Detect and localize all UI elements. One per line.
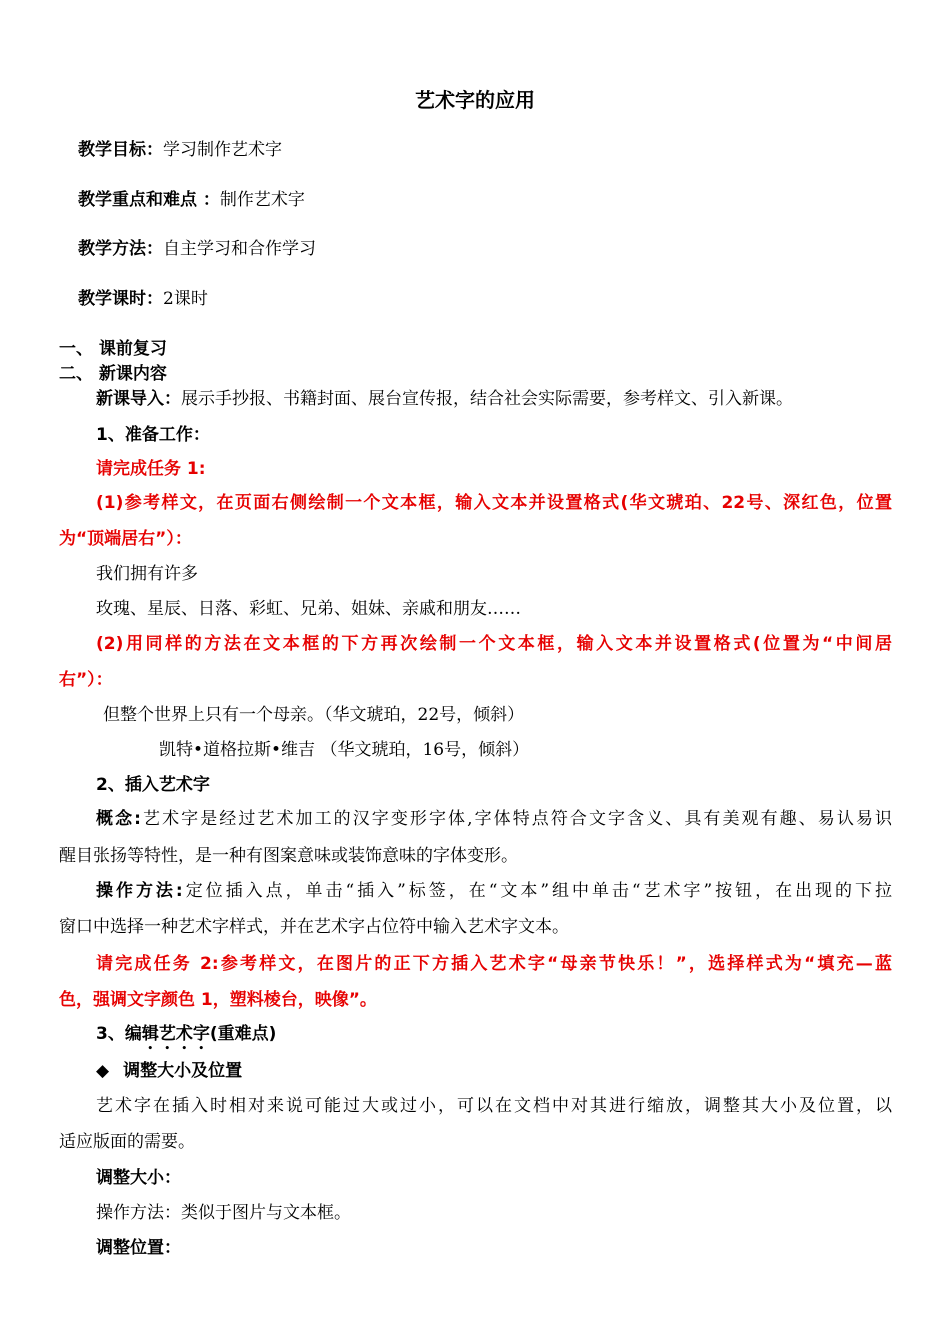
edit-paragraph-line1: 艺术字在插入时相对来说可能过大或过小，可以在文档中对其进行缩放，调整其大小及位置，以 (96, 1096, 892, 1116)
bullet-row (96, 1060, 242, 1082)
task1-step2-line2: 右”）： (59, 670, 113, 690)
hours-value: 2课时 (163, 289, 208, 309)
position-heading: 调整位置： (96, 1238, 181, 1258)
operation-line1 (96, 880, 892, 902)
edit-paragraph-line2: 适应版面的需要。 (59, 1132, 195, 1152)
section-heading-review: 一、 课前复习 (59, 339, 167, 359)
page-title: 艺术字的应用 (415, 88, 535, 112)
edit-heading (96, 1023, 276, 1054)
intro-label: 新课导入： (96, 389, 181, 409)
bullet-text: 调整大小及位置 (123, 1061, 243, 1081)
concept-line2: 醒目张扬等特性，是一种有图案意味或装饰意味的字体变形。 (59, 846, 518, 866)
edit-heading-suffix: (重难点) (209, 1024, 277, 1044)
edit-heading-prefix: 3、编 (96, 1024, 142, 1044)
edit-heading-emphasis: 辑艺术字 (141, 1024, 210, 1044)
key-row (78, 189, 305, 211)
sample2-line1: 但整个世界上只有一个母亲。（华文琥珀，22号，倾斜） (103, 705, 525, 725)
key-value: 制作艺术字 (219, 190, 305, 210)
insert-heading: 2、插入艺术字 (96, 775, 210, 795)
hours-row (78, 288, 208, 310)
operation-label: 操作方法: (96, 881, 183, 901)
method-label: 教学方法： (78, 239, 163, 259)
operation-text: 定位插入点，单击“插入”标签，在“文本”组中单击“艺术字”按钮，在出现的下拉 (182, 881, 892, 901)
sample-text-line2: 玫瑰、星辰、日落、彩虹、兄弟、姐妹、亲戚和朋友…… (96, 599, 521, 619)
operation-line2: 窗口中选择一种艺术字样式，并在艺术字占位符中输入艺术字文本。 (59, 917, 569, 937)
section-heading-new-content: 二、 新课内容 (59, 364, 167, 384)
task1-step1-line2: 为“顶端居右”）： (59, 529, 192, 549)
method-row (78, 238, 316, 260)
key-label: 教学重点和难点 ： (78, 190, 220, 210)
goal-row (78, 139, 282, 161)
task2-line1: 请完成任务 2:参考样文，在图片的正下方插入艺术字“母亲节快乐！”，选择样式为“填充—蓝 (96, 954, 892, 974)
task2-line2: 色，强调文字颜色 1，塑料棱台，映像”。 (59, 990, 377, 1010)
concept-line1 (96, 808, 892, 830)
goal-value: 学习制作艺术字 (163, 140, 282, 160)
size-heading: 调整大小： (96, 1168, 181, 1188)
concept-text: 艺术字是经过艺术加工的汉字变形字体,字体特点符合文字含义、具有美观有趣、易认易识 (140, 809, 892, 829)
goal-label: 教学目标： (78, 140, 163, 160)
task1-title: 请完成任务 1: (96, 459, 206, 479)
task1-step2-line1: (2)用同样的方法在文本框的下方再次绘制一个文本框，输入文本并设置格式(位置为“中间居 (96, 634, 892, 654)
intro-text: 展示手抄报、书籍封面、展台宣传报，结合社会实际需要，参考样文、引入新课。 (181, 389, 793, 409)
prep-heading: 1、准备工作： (96, 425, 210, 445)
sample-text-line1: 我们拥有许多 (96, 564, 198, 584)
diamond-bullet-icon: ◆ (96, 1061, 110, 1081)
concept-label: 概念: (96, 809, 141, 829)
size-operation: 操作方法：类似于图片与文本框。 (96, 1203, 351, 1223)
task1-step1-line1: (1)参考样文，在页面右侧绘制一个文本框，输入文本并设置格式(华文琥珀、22号、深红色，位置 (96, 493, 892, 513)
method-value: 自主学习和合作学习 (163, 239, 316, 259)
intro-row (96, 388, 793, 410)
hours-label: 教学课时： (78, 289, 163, 309)
sample2-line2: 凯特•道格拉斯•维吉 （华文琥珀，16号，倾斜） (159, 740, 530, 760)
